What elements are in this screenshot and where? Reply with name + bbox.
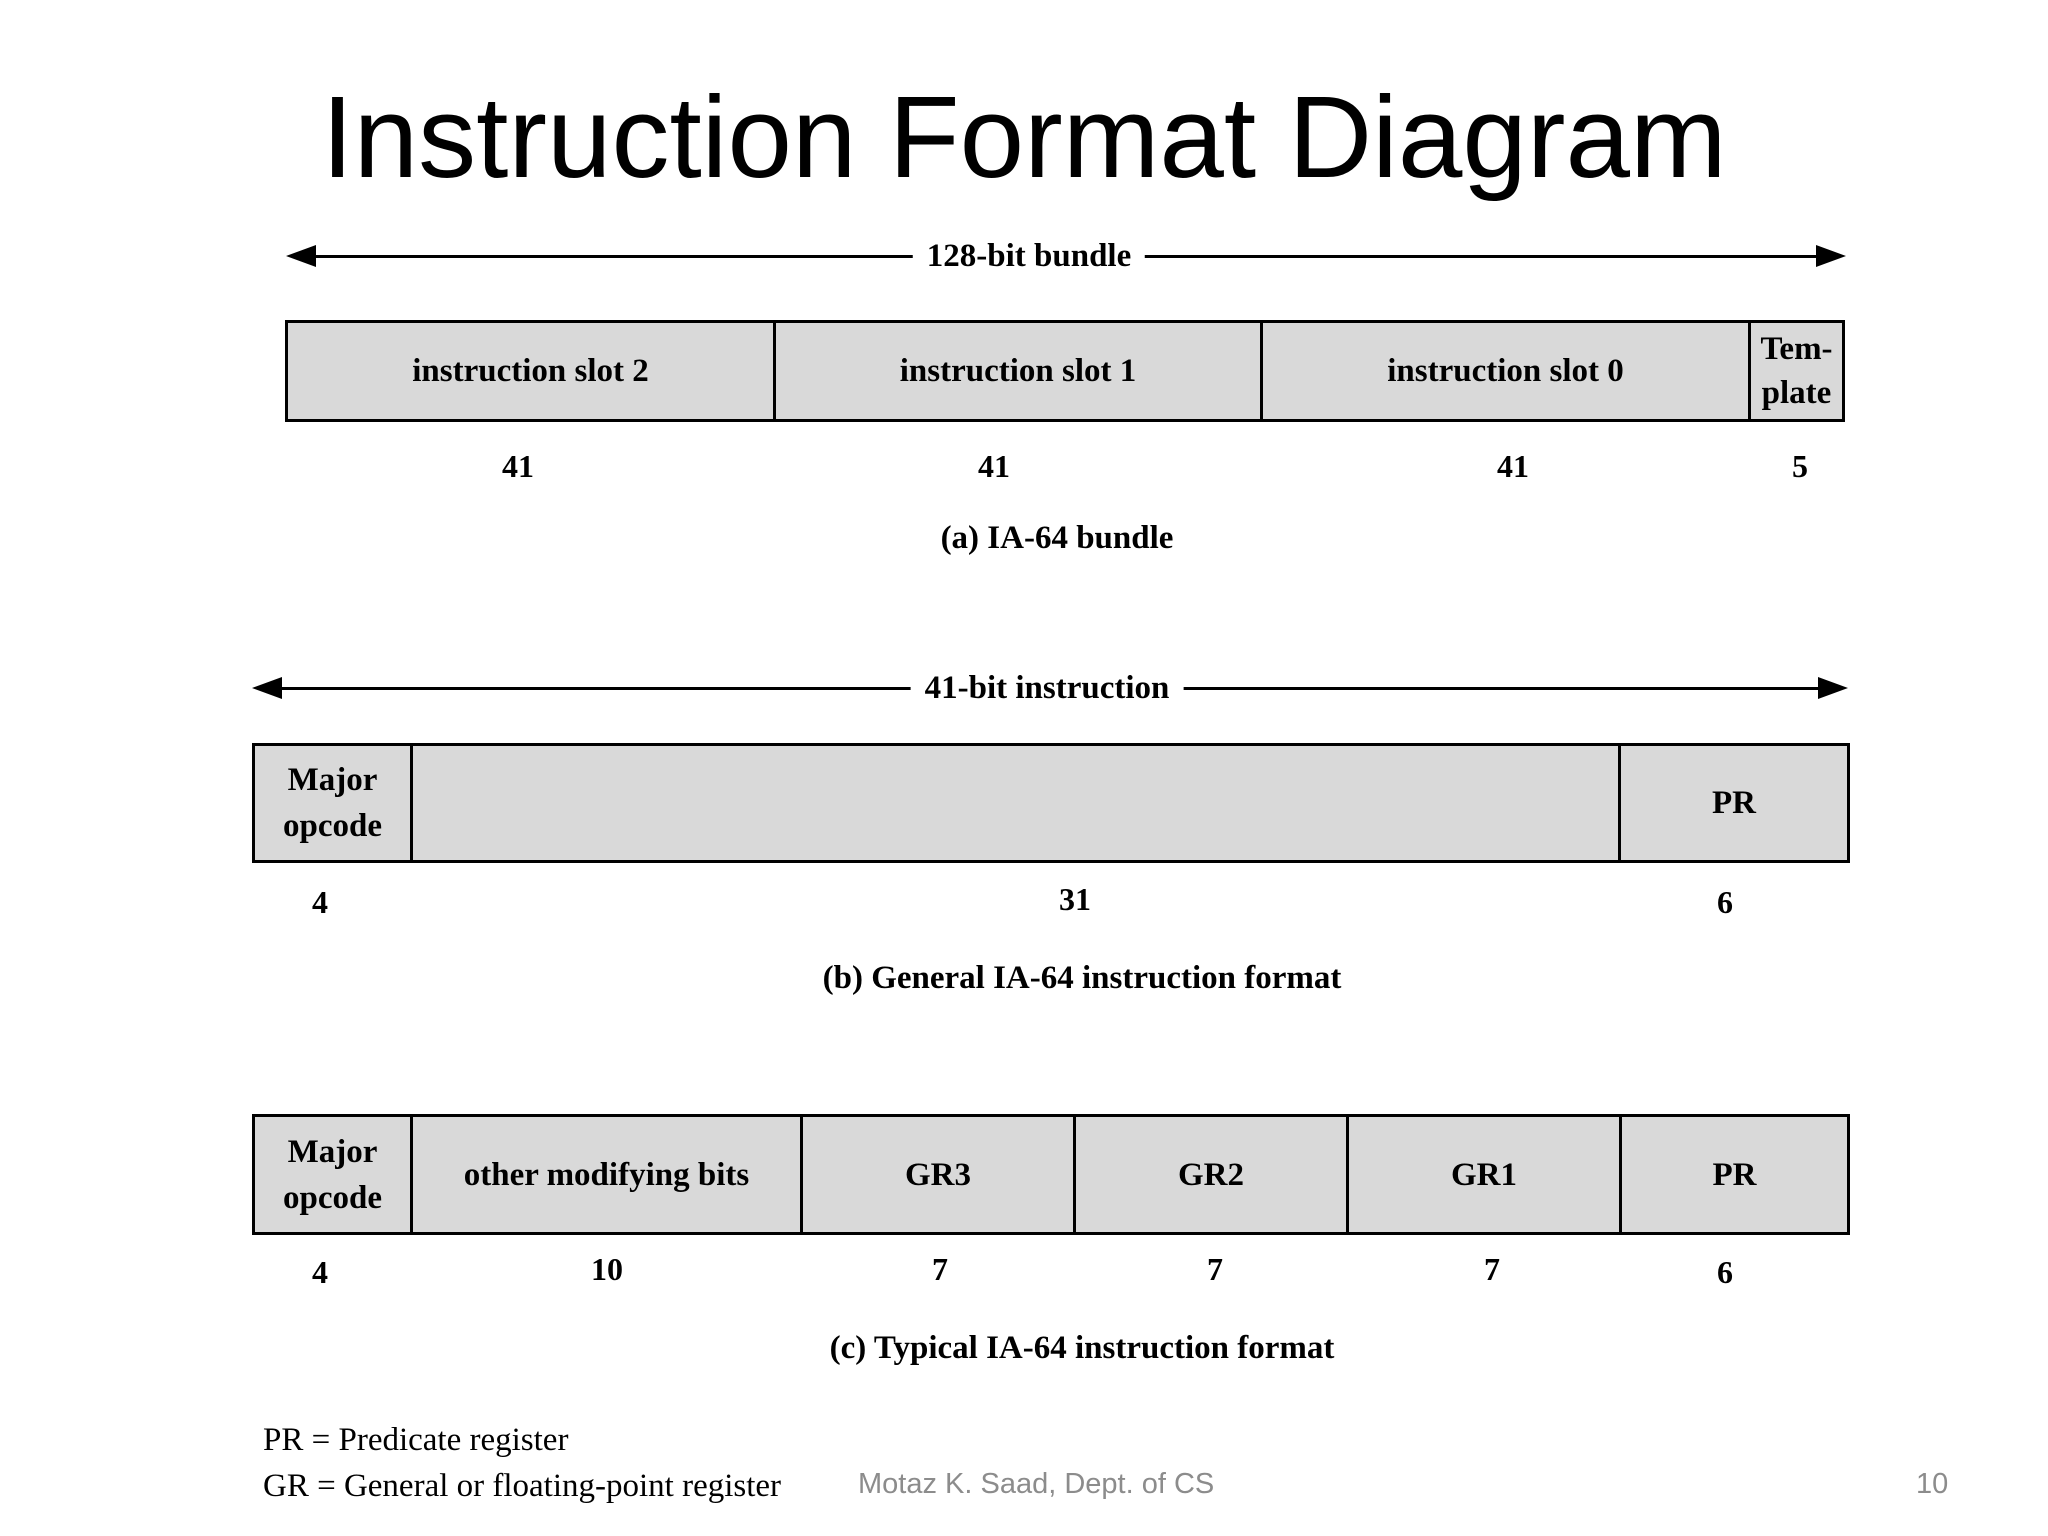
general-format-bar xyxy=(252,743,1850,863)
bundle-caption: (a) IA-64 bundle xyxy=(940,520,1174,556)
typical-bits-modifying: 10 xyxy=(591,1251,623,1287)
general-major-line2: opcode xyxy=(283,808,382,844)
instruction-width-arrow xyxy=(252,668,1848,708)
bundle-template xyxy=(1751,323,1842,419)
general-body-field xyxy=(413,746,1621,860)
typical-gr1: GR1 xyxy=(1349,1117,1622,1232)
bundle-slot-1: instruction slot 1 xyxy=(776,323,1263,419)
bundle-bits-slot2: 41 xyxy=(502,448,534,484)
bundle-bits-slot0: 41 xyxy=(1497,448,1529,484)
slide-title: Instruction Format Diagram xyxy=(321,72,1727,202)
typical-major-opcode xyxy=(255,1117,413,1232)
general-major-line1: Major xyxy=(287,762,378,798)
arrow-right-icon xyxy=(1816,245,1846,267)
bundle-bits-template: 5 xyxy=(1792,448,1808,484)
typical-format-bar xyxy=(252,1114,1850,1235)
typical-major-line2: opcode xyxy=(283,1179,382,1216)
typical-bits-pr: 6 xyxy=(1717,1254,1733,1290)
typical-modifying-bits: other modifying bits xyxy=(413,1117,803,1232)
bundle-bar xyxy=(285,320,1845,422)
footer-author: Motaz K. Saad, Dept. of CS xyxy=(858,1468,1215,1500)
typical-gr2: GR2 xyxy=(1076,1117,1349,1232)
typical-bits-gr3: 7 xyxy=(932,1251,948,1287)
general-bits-body: 31 xyxy=(1059,881,1091,917)
instruction-width-label: 41-bit instruction xyxy=(911,668,1184,708)
general-pr-field: PR xyxy=(1712,785,1756,821)
bundle-bits-slot1: 41 xyxy=(978,448,1010,484)
legend-pr: PR = Predicate register xyxy=(263,1422,569,1458)
arrow-right-icon xyxy=(1818,677,1848,699)
typical-bits-opcode: 4 xyxy=(312,1254,328,1290)
typical-bits-gr2: 7 xyxy=(1207,1251,1223,1287)
bundle-slot-0: instruction slot 0 xyxy=(1263,323,1751,419)
general-bits-opcode: 4 xyxy=(312,884,328,920)
typical-major-line1: Major xyxy=(287,1133,378,1170)
bundle-width-arrow xyxy=(286,236,1846,276)
page-number: 10 xyxy=(1916,1468,1949,1500)
bundle-width-label: 128-bit bundle xyxy=(913,236,1145,276)
typical-gr3: GR3 xyxy=(803,1117,1076,1232)
legend-gr: GR = General or floating-point register xyxy=(263,1468,782,1504)
general-bits-pr: 6 xyxy=(1717,884,1733,920)
bundle-template-line2: plate xyxy=(1761,375,1832,411)
bundle-slot-2: instruction slot 2 xyxy=(288,323,776,419)
bundle-template-line1: Tem- xyxy=(1760,331,1833,367)
typical-pr: PR xyxy=(1712,1156,1757,1193)
typical-bits-gr1: 7 xyxy=(1484,1251,1500,1287)
general-caption: (b) General IA-64 instruction format xyxy=(822,960,1342,996)
general-major-opcode xyxy=(255,746,413,860)
typical-caption: (c) Typical IA-64 instruction format xyxy=(829,1330,1335,1366)
